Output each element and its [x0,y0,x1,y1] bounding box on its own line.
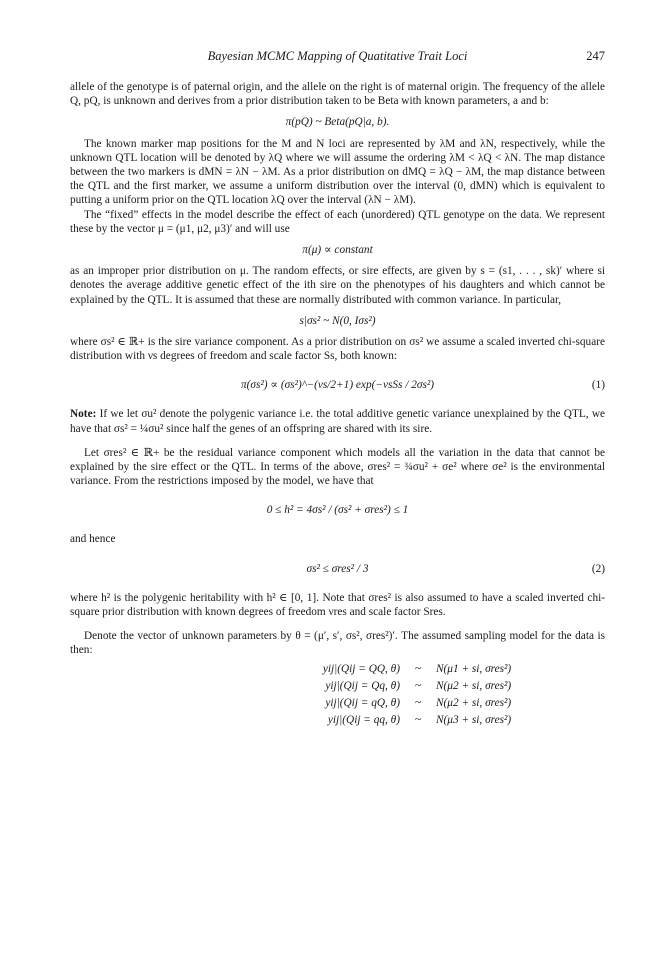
paragraph-residual-variance: Let σres² ∈ ℝ+ be the residual variance component which models all the variation in the data that cannot be explained by the sire effect or the QTL. In terms of the above, σres² = ¾σu² + σe² where σe² is the environmental variance. From the restrictions imposed by the model, we have that [70,446,605,488]
note-paragraph [70,407,605,435]
equation-1-number: (1) [591,379,605,392]
note-label: Note: [70,408,97,421]
equation-1 [70,370,605,400]
sampling-lhs: yij|(Qij = QQ, θ) [322,663,400,676]
sampling-rhs: N(μ3 + si, σres²) [436,714,512,727]
equation-1-body: π(σs²) ∝ (σs²)^−(νs/2+1) exp(−νsSs / 2σs²) [241,379,434,392]
sampling-row [70,678,605,695]
sampling-relation: ~ [414,697,422,710]
equation-2-body: σs² ≤ σres² / 3 [306,562,369,575]
paragraph-random-effects: as an improper prior distribution on μ. The random effects, or sire effects, are given by s = (s1, . . . , sk)′ where si denotes the average additive genetic effect of the ith sire on the phenotypes of his daughters and which cannot be explained by the QTL. It is assumed that these are normally distributed with common variance. In particular, [70,265,605,306]
equation-sire-distribution: s|σs² ~ N(0, Iσs²) [299,314,376,327]
paragraph-sampling-intro: Denote the vector of unknown parameters by θ = (μ′, s′, σs², σres²)′. The assumed sampling model for the data is then: [70,630,605,657]
sampling-row [70,695,605,712]
sampling-row [70,712,605,729]
sampling-model [70,661,605,729]
body-text [70,80,605,729]
sampling-lhs: yij|(Qij = qQ, θ) [325,697,400,710]
paragraph-fixed-effects: The “fixed” effects in the model describe the effect of each (unordered) QTL genotype on the data. We represent these by the vector μ = (μ1, μ2, μ3)′ and will use [70,208,605,235]
sampling-row [70,661,605,678]
equation-mu-prior: π(μ) ∝ constant [302,244,373,257]
sampling-relation: ~ [414,714,422,727]
paragraph-map-positions: The known marker map positions for the M and N loci are represented by λM and λN, respectively, while the unknown QTL location will be denoted by λQ where we will assume the ordering λM < λQ < λN. The map distance between the two markers is dMN = λN − λM. As a prior distribution on dMQ = λQ − λM, the map distance between the QTL and the first marker, we assume a uniform distribution over the interval (0, dMN) which is equivalent to putting a uniform prior on the QTL location λQ over the interval (λN − λM). [70,137,605,207]
paragraph-polygenic-heritability: where h² is the polygenic heritability with h² ∈ [0, 1]. Note that σres² is also assumed to have a scaled inverted chi-square prior distribution with known degrees of freedom νres and scale factor Sres. [70,591,605,618]
equation-heritability: 0 ≤ h² = 4σs² / (σs² + σres²) ≤ 1 [266,504,409,517]
sampling-rhs: N(μ1 + si, σres²) [436,663,512,676]
sampling-relation: ~ [414,663,422,676]
note-text: If we let σu² denote the polygenic variance i.e. the total additive genetic variance unexplained by the QTL, we have that σs² = ¼σu² since half the genes of an offspring are shared with its sire. [70,408,605,435]
sampling-rhs: N(μ2 + si, σres²) [436,680,512,693]
equation-2-number: (2) [591,562,605,575]
page-number: 247 [586,49,605,63]
running-header [70,49,605,67]
paragraph-allele: allele of the genotype is of paternal origin, and the allele on the right is of maternal origin. The frequency of the allele Q, pQ, is unknown and derives from a prior distribution taken to be Beta with known parameters, a and b: [70,81,605,108]
paragraph-and-hence: and hence [70,533,116,546]
equation-2 [70,554,605,584]
paragraph-sire-variance: where σs² ∈ ℝ+ is the sire variance component. As a prior distribution on σs² we assume a scaled inverted chi-square distribution with νs degrees of freedom and scale factor Ss, both known: [70,336,605,363]
sampling-rhs: N(μ2 + si, σres²) [436,697,512,710]
sampling-lhs: yij|(Qij = qq, θ) [327,714,400,727]
equation-beta-prior: π(pQ) ~ Beta(pQ|a, b). [285,116,390,129]
sampling-relation: ~ [414,680,422,693]
sampling-lhs: yij|(Qij = Qq, θ) [325,680,400,693]
running-title: Bayesian MCMC Mapping of Quatitative Trait Loci [207,49,468,63]
